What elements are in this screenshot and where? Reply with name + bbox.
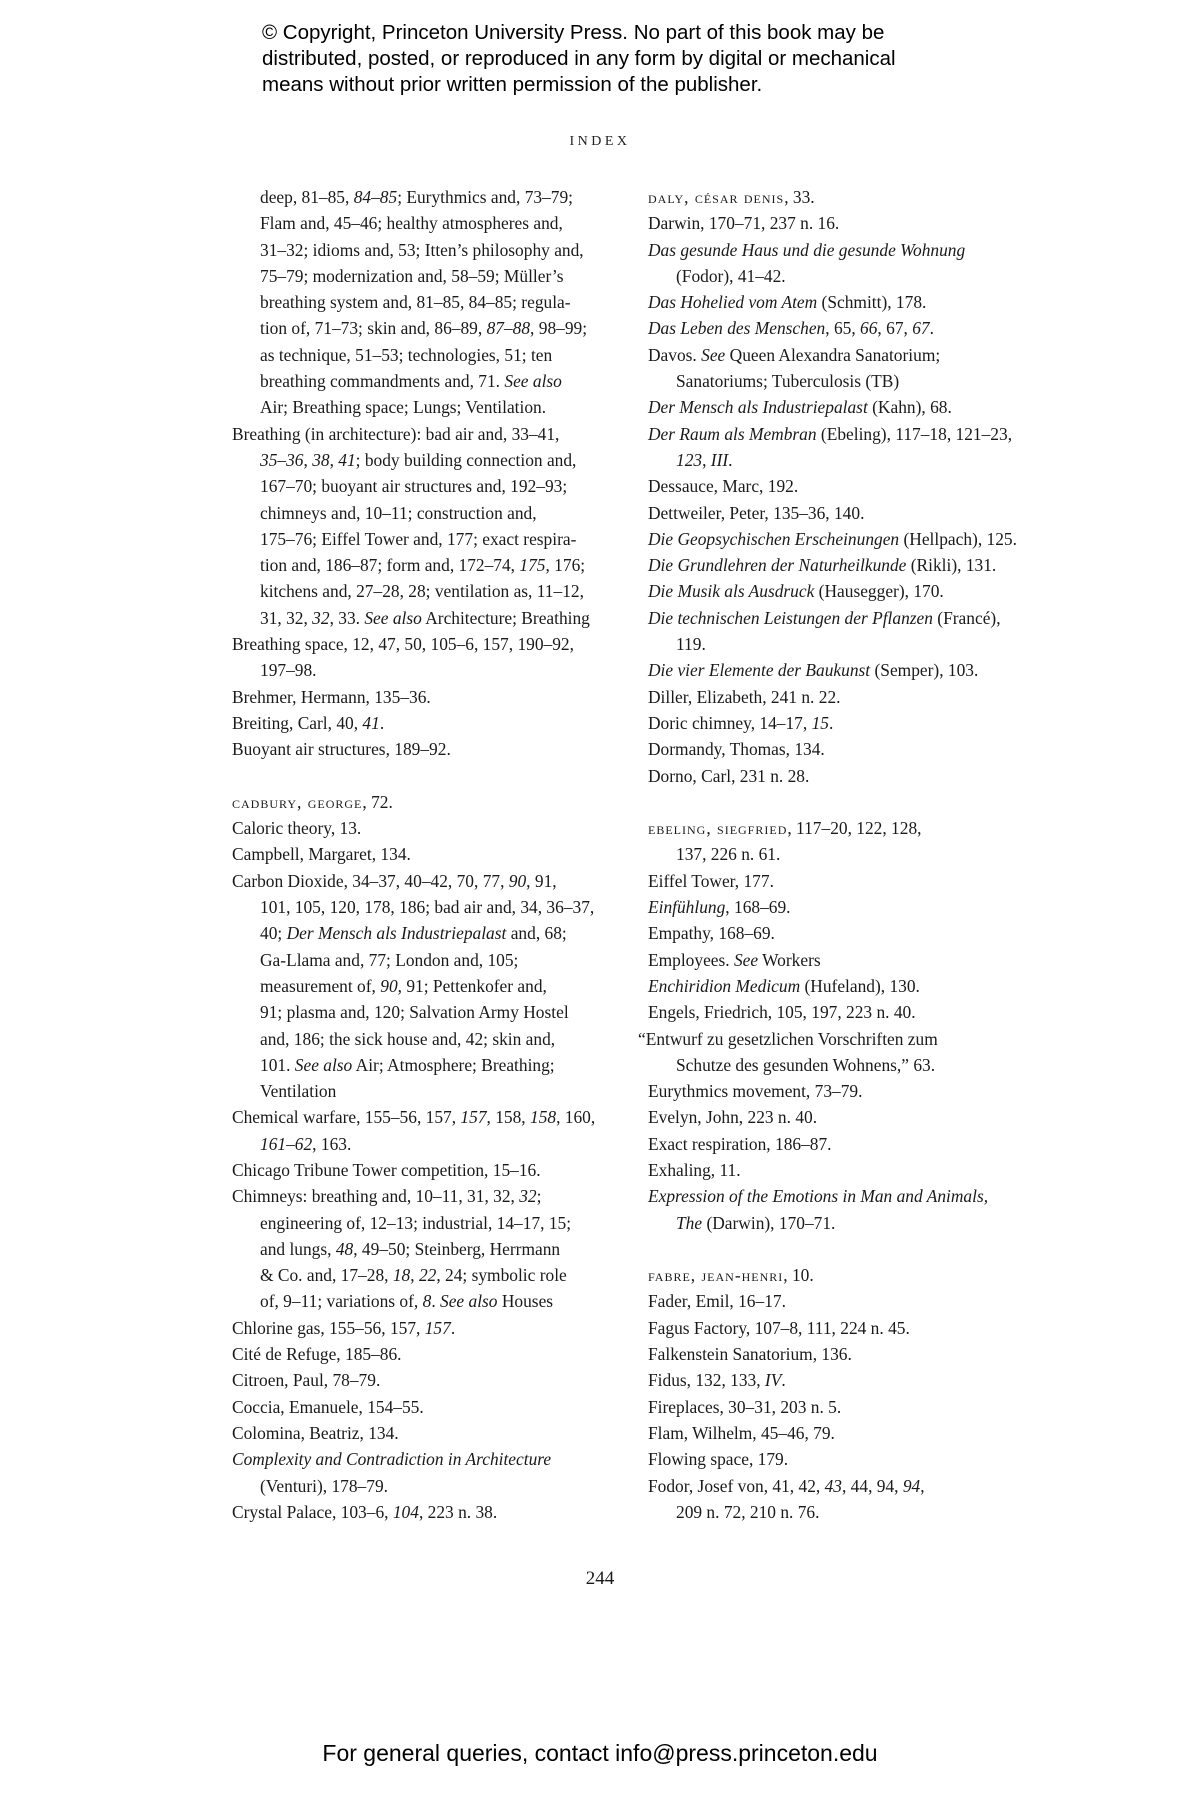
index-entry-line: Schutze des gesunden Wohnens,” 63. <box>676 1054 936 1075</box>
index-entry-line: Chimneys: breathing and, 10–11, 31, 32, 32; <box>232 1186 542 1207</box>
index-entry-line: Flam and, 45–46; healthy atmospheres and, <box>260 213 563 234</box>
index-entry-line: Fireplaces, 30–31, 203 n. 5. <box>648 1396 842 1417</box>
index-entry-line: 75–79; modernization and, 58–59; Müller’s <box>260 265 564 286</box>
index-entry <box>648 999 1048 1025</box>
index-entry-line: Air; Breathing space; Lungs; Ventilation. <box>260 397 547 418</box>
index-entry-line: deep, 81–85, 84–85; Eurythmics and, 73–79; <box>260 187 574 207</box>
index-entry-line: Flam, Wilhelm, 45–46, 79. <box>648 1422 835 1443</box>
index-entry <box>648 605 1048 658</box>
index-entry-line: Flowing space, 179. <box>648 1449 789 1470</box>
index-entry-line: Breathing (in architecture): bad air and, 33–41, <box>232 423 560 444</box>
index-entry-line: Evelyn, John, 223 n. 40. <box>648 1107 818 1128</box>
index-entry <box>648 947 1048 973</box>
index-entry <box>232 1367 632 1393</box>
index-entry <box>232 1341 632 1367</box>
running-head: INDEX <box>569 134 631 149</box>
index-entry <box>648 421 1048 474</box>
index-entry-line: Carbon Dioxide, 34–37, 40–42, 70, 77, 90, 91, <box>232 870 557 891</box>
index-entry-line: Die Grundlehren der Naturheilkunde (Rikli), 131. <box>648 555 997 576</box>
letter-group-gap <box>648 789 1048 815</box>
index-entry-line: Eiffel Tower, 177. <box>648 870 774 891</box>
index-entry-line: Engels, Friedrich, 105, 197, 223 n. 40. <box>648 1002 916 1023</box>
index-entry-line: cadbury, george, 72. <box>232 791 393 812</box>
index-entry <box>232 868 632 1105</box>
index-column-left <box>232 184 632 1525</box>
index-entry <box>232 684 632 710</box>
index-entry <box>648 1420 1048 1446</box>
index-entry-line: Dorno, Carl, 231 n. 28. <box>648 765 810 786</box>
index-entry-line: Fidus, 132, 133, IV. <box>648 1370 786 1391</box>
index-entry-line: and lungs, 48, 49–50; Steinberg, Herrmann <box>260 1238 561 1259</box>
index-entry-line: Der Mensch als Industriepalast (Kahn), 68. <box>648 397 952 418</box>
index-entry-line: (Fodor), 41–42. <box>676 265 786 286</box>
index-entry <box>648 473 1048 499</box>
index-entry <box>232 1104 632 1157</box>
index-entry-line: Chemical warfare, 155–56, 157, 157, 158, 158, 160, <box>232 1107 596 1128</box>
index-entry <box>648 1473 1048 1526</box>
index-entry-line: Chicago Tribune Tower competition, 15–16. <box>232 1159 541 1180</box>
index-entry-line: Falkenstein Sanatorium, 136. <box>648 1344 852 1365</box>
index-entry <box>648 1078 1048 1104</box>
page-number: 244 <box>585 1568 615 1589</box>
index-entry-line: Chlorine gas, 155–56, 157, 157. <box>232 1317 456 1338</box>
index-entry-line: chimneys and, 10–11; construction and, <box>260 502 537 523</box>
index-entry-line: breathing commandments and, 71. See also <box>260 371 562 392</box>
index-entry <box>232 815 632 841</box>
index-entry-line: 101, 105, 120, 178, 186; bad air and, 34, 36–37, <box>260 897 595 918</box>
index-entry-line: Sanatoriums; Tuberculosis (TB) <box>676 371 900 392</box>
copyright-notice <box>262 20 1022 98</box>
index-entry-line: 167–70; buoyant air structures and, 192–93; <box>260 476 568 497</box>
index-entry-line: (Venturi), 178–79. <box>260 1475 388 1496</box>
index-entry-line: Complexity and Contradiction in Architecture <box>232 1449 552 1470</box>
index-entry-line: Brehmer, Hermann, 135–36. <box>232 686 431 707</box>
index-entry-line: Darwin, 170–71, 237 n. 16. <box>648 213 840 234</box>
index-entry-line: and, 186; the sick house and, 42; skin and, <box>260 1028 556 1049</box>
index-entry <box>232 1183 632 1314</box>
index-entry <box>648 1341 1048 1367</box>
index-entry-line: 31–32; idioms and, 53; Itten’s philosophy and, <box>260 239 584 260</box>
index-entry <box>648 1367 1048 1393</box>
index-entry <box>232 841 632 867</box>
index-entry-line: Buoyant air structures, 189–92. <box>232 739 451 760</box>
index-entry-line: Eurythmics movement, 73–79. <box>648 1081 863 1102</box>
index-entry-line: fabre, jean-henri, 10. <box>648 1265 814 1286</box>
letter-group-gap <box>648 1236 1048 1262</box>
index-entry-line: 40; Der Mensch als Industriepalast and, 68; <box>260 923 567 944</box>
index-entry-line: engineering of, 12–13; industrial, 14–17, 15; <box>260 1212 572 1233</box>
index-entry <box>232 736 632 762</box>
index-entry <box>232 1420 632 1446</box>
index-entry <box>638 1026 1048 1079</box>
index-entry-line: as technique, 51–53; technologies, 51; ten <box>260 344 553 365</box>
index-entry <box>648 1288 1048 1314</box>
index-entry <box>648 315 1048 341</box>
index-entry-line: Exact respiration, 186–87. <box>648 1133 832 1154</box>
copyright-line: © Copyright, Princeton University Press. No part of this book may be <box>262 21 885 44</box>
index-entry <box>648 920 1048 946</box>
index-entry <box>232 1394 632 1420</box>
index-entry <box>648 710 1048 736</box>
index-entry-line: Crystal Palace, 103–6, 104, 223 n. 38. <box>232 1501 498 1522</box>
index-column-right <box>638 184 1048 1525</box>
index-entry <box>648 684 1048 710</box>
index-entry-line: 175–76; Eiffel Tower and, 177; exact respira- <box>260 528 577 549</box>
index-entry <box>648 815 1048 868</box>
index-entry <box>648 763 1048 789</box>
index-entry-line: & Co. and, 17–28, 18, 22, 24; symbolic role <box>260 1265 567 1286</box>
index-entry-line: Die Musik als Ausdruck (Hausegger), 170. <box>648 581 944 602</box>
index-entry-line: Ventilation <box>260 1081 337 1102</box>
index-entry-line: Doric chimney, 14–17, 15. <box>648 712 834 733</box>
index-entry-line: Employees. See Workers <box>648 949 821 970</box>
index-entry <box>648 578 1048 604</box>
index-entry-line: measurement of, 90, 91; Pettenkofer and, <box>260 975 547 996</box>
index-entry-line: 197–98. <box>260 660 317 681</box>
index-entry <box>648 394 1048 420</box>
footer-contact: For general queries, contact info@press.princeton.edu <box>322 1740 878 1766</box>
index-entry <box>648 210 1048 236</box>
index-entry-line: 91; plasma and, 120; Salvation Army Hostel <box>260 1002 569 1023</box>
index-entry-line: Caloric theory, 13. <box>232 818 362 839</box>
index-entry-line: kitchens and, 27–28, 28; ventilation as, 11–12, <box>260 581 584 602</box>
index-entry-line: 209 n. 72, 210 n. 76. <box>676 1501 820 1522</box>
index-entry-line: Davos. See Queen Alexandra Sanatorium; <box>648 344 941 365</box>
index-entry-line: Campbell, Margaret, 134. <box>232 844 411 865</box>
index-entry-line: Fodor, Josef von, 41, 42, 43, 44, 94, 94, <box>648 1475 925 1496</box>
index-entry <box>232 1157 632 1183</box>
index-entry-line: Colomina, Beatriz, 134. <box>232 1422 399 1443</box>
index-entry-line: Citroen, Paul, 78–79. <box>232 1370 381 1391</box>
index-entry <box>648 973 1048 999</box>
index-entry-line: Breiting, Carl, 40, 41. <box>232 712 385 733</box>
index-entry-line: of, 9–11; variations of, 8. See also Houses <box>260 1291 554 1312</box>
letter-group-gap <box>232 763 632 789</box>
index-entry-line: 161–62, 163. <box>260 1133 352 1154</box>
index-entry-line: Diller, Elizabeth, 241 n. 22. <box>648 686 841 707</box>
index-entry-line: Dessauce, Marc, 192. <box>648 476 799 497</box>
index-entry <box>648 184 1048 210</box>
index-entry <box>648 1315 1048 1341</box>
index-entry-line: Ga-Llama and, 77; London and, 105; <box>260 949 519 970</box>
index-entry <box>648 1183 1048 1236</box>
index-entry-line: Das gesunde Haus und die gesunde Wohnung <box>648 239 966 260</box>
index-entry <box>648 1131 1048 1157</box>
index-entry <box>648 342 1048 395</box>
index-entry-line: Einfühlung, 168–69. <box>648 897 791 918</box>
index-entry <box>648 736 1048 762</box>
index-entry-line: Exhaling, 11. <box>648 1159 741 1180</box>
copyright-line: distributed, posted, or reproduced in any form by digital or mechanical <box>262 47 896 70</box>
index-entry <box>648 894 1048 920</box>
index-entry-line: Empathy, 168–69. <box>648 923 775 944</box>
index-entry-line: 137, 226 n. 61. <box>676 844 781 865</box>
index-entry <box>232 710 632 736</box>
index-entry <box>648 1104 1048 1130</box>
index-entry-line: Cité de Refuge, 185–86. <box>232 1344 402 1365</box>
index-entry <box>232 421 632 631</box>
index-entry-line: The (Darwin), 170–71. <box>676 1212 836 1233</box>
index-entry-line: 35–36, 38, 41; body building connection and, <box>260 449 577 470</box>
index-entry <box>232 631 632 684</box>
index-entry-line: Breathing space, 12, 47, 50, 105–6, 157, 190–92, <box>232 634 574 655</box>
index-entry-line: Die vier Elemente der Baukunst (Semper), 103. <box>648 660 979 681</box>
index-entry <box>648 552 1048 578</box>
index-entry <box>648 1446 1048 1472</box>
index-entry <box>648 500 1048 526</box>
index-entry <box>648 1262 1048 1288</box>
index-entry <box>648 289 1048 315</box>
index-entry <box>648 1157 1048 1183</box>
index-entry <box>648 1394 1048 1420</box>
index-entry-line: Das Leben des Menschen, 65, 66, 67, 67. <box>648 318 934 339</box>
index-entry-line: Das Hohelied vom Atem (Schmitt), 178. <box>648 292 927 313</box>
index-entry <box>232 789 632 815</box>
index-entry-line: daly, césar denis, 33. <box>648 187 815 207</box>
index-entry <box>232 1446 632 1499</box>
index-entry-line: Die technischen Leistungen der Pflanzen (Francé), <box>648 607 1001 628</box>
index-entry-line: tion of, 71–73; skin and, 86–89, 87–88, 98–99; <box>260 318 588 339</box>
index-entry <box>648 526 1048 552</box>
index-entry <box>232 1499 632 1525</box>
index-entry <box>648 657 1048 683</box>
index-entry-line: Coccia, Emanuele, 154–55. <box>232 1396 424 1417</box>
index-entry-line: Dormandy, Thomas, 134. <box>648 739 825 760</box>
index-entry <box>648 868 1048 894</box>
index-entry-line: 119. <box>676 634 706 655</box>
index-entry-line: 31, 32, 32, 33. See also Architecture; Breathing <box>260 607 590 628</box>
index-entry <box>232 1315 632 1341</box>
index-entry-line: breathing system and, 81–85, 84–85; regula- <box>260 292 571 313</box>
index-entry-line: tion and, 186–87; form and, 172–74, 175, 176; <box>260 555 586 576</box>
index-entry-line: Die Geopsychischen Erscheinungen (Hellpach), 125. <box>648 528 1017 549</box>
index-entry-line: Expression of the Emotions in Man and Animals, <box>648 1186 989 1207</box>
index-entry <box>232 184 632 421</box>
index-entry-line: Enchiridion Medicum (Hufeland), 130. <box>648 975 920 996</box>
copyright-line: means without prior written permission of the publisher. <box>262 73 763 96</box>
index-entry <box>648 237 1048 290</box>
index-entry-line: Fagus Factory, 107–8, 111, 224 n. 45. <box>648 1317 910 1338</box>
index-entry-line: ebeling, siegfried, 117–20, 122, 128, <box>648 818 922 839</box>
index-entry-line: 101. See also Air; Atmosphere; Breathing; <box>260 1054 555 1075</box>
index-entry-line: Der Raum als Membran (Ebeling), 117–18, 121–23, <box>648 423 1013 444</box>
index-entry-line: Dettweiler, Peter, 135–36, 140. <box>648 502 865 523</box>
index-entry-line: 123, III. <box>676 449 733 470</box>
index-entry-line: “Entwurf zu gesetzlichen Vorschriften zum <box>638 1028 938 1049</box>
index-entry-line: Fader, Emil, 16–17. <box>648 1291 786 1312</box>
